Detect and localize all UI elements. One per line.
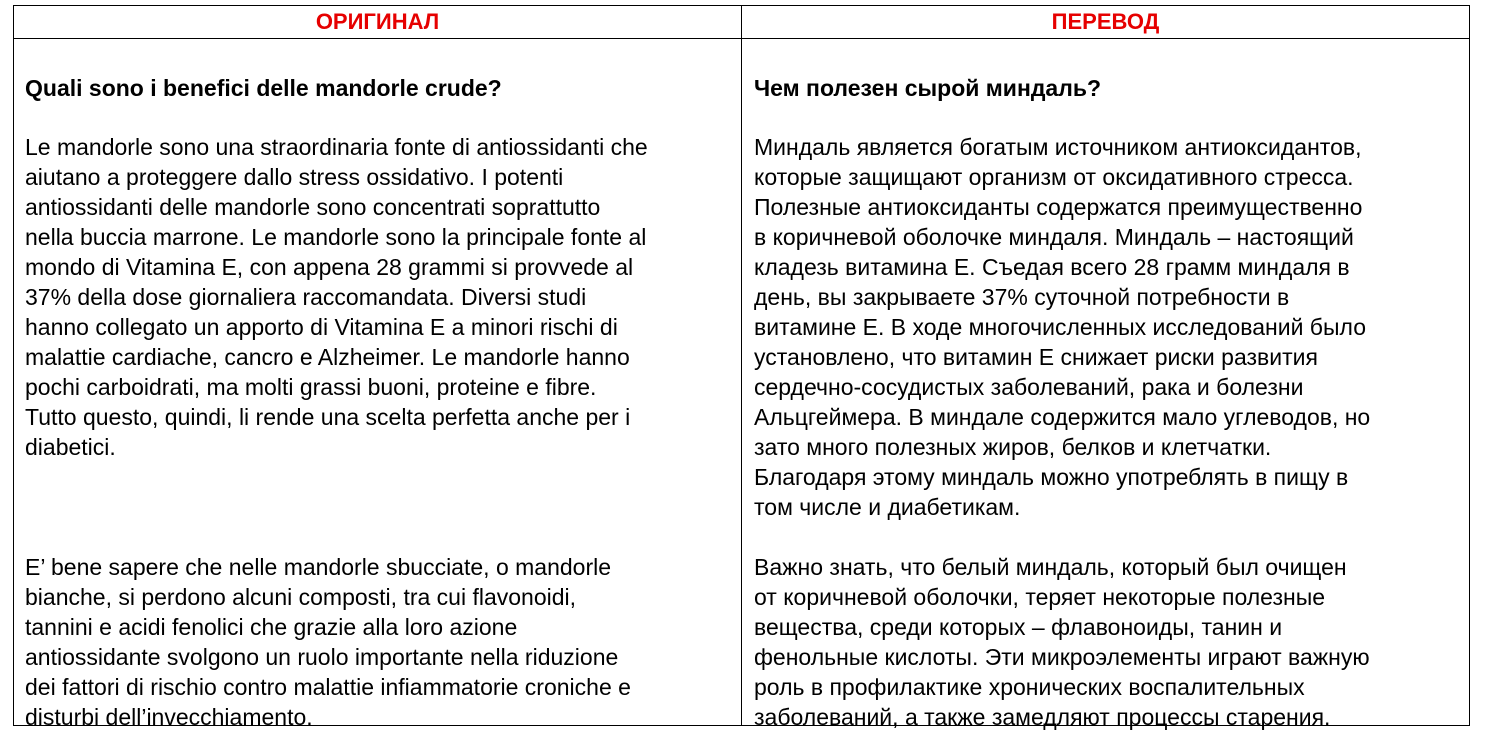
text-line: aiutano a proteggere dallo stress ossidativo. I potenti bbox=[25, 164, 564, 190]
text-line: dei fattori di rischio contro malattie infiammatorie croniche e bbox=[25, 674, 631, 700]
original-header: ОРИГИНАЛ bbox=[315, 9, 440, 34]
text-line: вещества, среди которых – флавоноиды, танин и bbox=[754, 614, 1283, 640]
text-line: pochi carboidrati, ma molti grassi buoni, proteine e fibre. bbox=[25, 374, 597, 400]
text-line: antiossidante svolgono un ruolo importante nella riduzione bbox=[25, 644, 619, 670]
text-line: Благодаря этому миндаль можно употреблять в пищу в bbox=[754, 464, 1349, 490]
text-line: том числе и диабетикам. bbox=[754, 494, 1021, 520]
text-line: сердечно-сосудистых заболеваний, рака и болезни bbox=[754, 374, 1304, 400]
translation-header: ПЕРЕВОД bbox=[1051, 9, 1160, 34]
text-line: mondo di Vitamina E, con appena 28 grammi si provvede al bbox=[25, 254, 634, 280]
text-line: витамине Е. В ходе многочисленных исследований было bbox=[754, 314, 1366, 340]
text-line: Le mandorle sono una straordinaria fonte di antiossidanti che bbox=[25, 134, 648, 160]
text-line: Полезные антиоксиданты содержатся преимущественно bbox=[754, 194, 1363, 220]
text-line: роль в профилактике хронических воспалительных bbox=[754, 674, 1305, 700]
text-line: nella buccia marrone. Le mandorle sono la principale fonte al bbox=[25, 224, 647, 250]
translation-heading: Чем полезен сырой миндаль? bbox=[754, 75, 1102, 101]
text-line: которые защищают организм от оксидативного стресса. bbox=[754, 164, 1354, 190]
text-line: заболеваний, а также замедляют процессы старения. bbox=[754, 704, 1331, 730]
column-divider bbox=[741, 6, 742, 725]
text-line: зато много полезных жиров, белков и клетчатки. bbox=[754, 434, 1272, 460]
text-line: день, вы закрываете 37% суточной потребности в bbox=[754, 284, 1290, 310]
original-heading: Quali sono i benefici delle mandorle crude? bbox=[25, 75, 502, 101]
text-line: hanno collegato un apporto di Vitamina E a minori rischi di bbox=[25, 314, 618, 340]
text-line: E’ bene sapere che nelle mandorle sbucciate, o mandorle bbox=[25, 554, 612, 580]
text-line: bianche, si perdono alcuni composti, tra cui flavonoidi, bbox=[25, 584, 577, 610]
text-line: disturbi dell’invecchiamento. bbox=[25, 704, 313, 730]
text-line: antiossidanti delle mandorle sono concentrati soprattutto bbox=[25, 194, 601, 220]
text-line: Tutto questo, quindi, li rende una scelta perfetta anche per i bbox=[25, 404, 631, 430]
comparison-table bbox=[13, 5, 1470, 730]
text-line: Важно знать, что белый миндаль, который был очищен bbox=[754, 554, 1347, 580]
text-line: malattie cardiache, cancro e Alzheimer. Le mandorle hanno bbox=[25, 344, 630, 370]
text-line: от коричневой оболочки, теряет некоторые полезные bbox=[754, 584, 1326, 610]
text-line: Миндаль является богатым источником антиоксидантов, bbox=[754, 134, 1362, 160]
text-line: diabetici. bbox=[25, 434, 116, 460]
text-line: в коричневой оболочке миндаля. Миндаль – настоящий bbox=[754, 224, 1354, 250]
text-line: tannini e acidi fenolici che grazie alla loro azione bbox=[25, 614, 518, 640]
text-line: фенольные кислоты. Эти микроэлементы играют важную bbox=[754, 644, 1370, 670]
text-line: Альцгеймера. В миндале содержится мало углеводов, но bbox=[754, 404, 1371, 430]
text-line: установлено, что витамин Е снижает риски развития bbox=[754, 344, 1318, 370]
text-line: 37% della dose giornaliera raccomandata. Diversi studi bbox=[25, 284, 587, 310]
text-line: кладезь витамина Е. Съедая всего 28 грамм миндаля в bbox=[754, 254, 1350, 280]
